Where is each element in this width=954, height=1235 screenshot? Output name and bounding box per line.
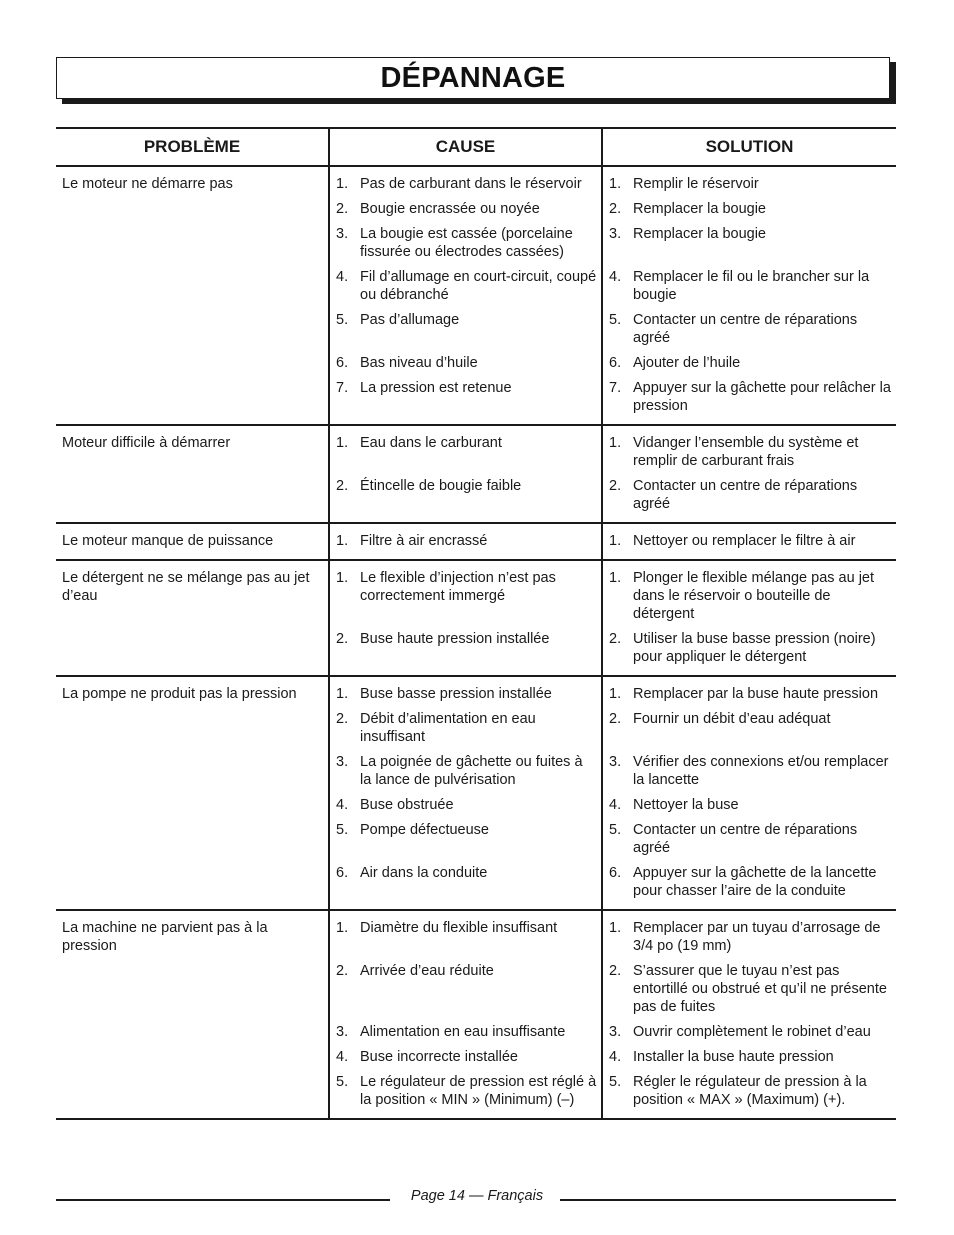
cause-text: La bougie est cassée (porcelaine fissurée ou électrodes cassées) [360,226,573,260]
list-item [609,710,892,746]
item-number: 7. [609,380,622,396]
item-number: 3. [336,226,349,242]
solution-text: Régler le régulateur de pression à la position « MAX » (Maximum) (+). [633,1074,867,1108]
list-item [336,477,597,513]
item-number: 3. [336,754,349,770]
item-number: 3. [609,754,622,770]
item-number: 1. [609,920,622,936]
troubleshooting-table [56,127,896,1120]
list-item [609,354,892,372]
solution-text: Ajouter de l’huile [633,355,741,371]
item-number: 2. [336,478,349,494]
solution-text: Contacter un centre de réparations agréé [633,822,858,856]
item-number: 3. [609,226,622,242]
list-item [336,311,597,347]
list-item [609,225,892,261]
cause-text: Buse basse pression installée [360,686,552,702]
solution-cell [602,425,896,523]
item-number: 1. [336,686,349,702]
table-row [56,425,896,523]
cause-text: Le régulateur de pression est réglé à la position « MIN » (Minimum) (–) [360,1074,597,1108]
item-number: 7. [336,380,349,396]
item-number: 1. [609,570,622,586]
item-number: 2. [609,963,622,979]
solution-cell [602,676,896,910]
cause-text: Buse incorrecte installée [360,1049,518,1065]
list-item [609,864,892,900]
item-number: 2. [336,631,349,647]
solution-text: Remplacer par la buse haute pression [633,686,879,702]
solution-list [609,569,892,666]
cause-list [336,919,597,1109]
solution-text: Remplacer la bougie [633,226,766,242]
item-number: 4. [336,269,349,285]
cause-text: Débit d’alimentation en eau insuffisant [360,711,536,745]
list-item [336,268,597,304]
solution-cell [602,560,896,676]
list-item [336,569,597,623]
list-item [336,1073,597,1109]
cause-text: Air dans la conduite [360,865,488,881]
solution-text: Ouvrir complètement le robinet d’eau [633,1024,871,1040]
item-number: 1. [336,176,349,192]
item-number: 4. [336,1049,349,1065]
list-item [336,796,597,814]
problem-cell: La pompe ne produit pas la pression [56,676,329,910]
list-item [609,1073,892,1109]
header-row [56,128,896,166]
cause-text: Eau dans le carburant [360,435,502,451]
cause-text: Bas niveau d’huile [360,355,478,371]
solution-text: Fournir un débit d’eau adéquat [633,711,831,727]
item-number: 2. [336,711,349,727]
problem-cell: Moteur difficile à démarrer [56,425,329,523]
cause-text: Pompe défectueuse [360,822,489,838]
solution-text: Contacter un centre de réparations agréé [633,478,858,512]
list-item [609,268,892,304]
cause-text: Alimentation en eau insuffisante [360,1024,566,1040]
table-row [56,560,896,676]
item-number: 2. [609,201,622,217]
cause-text: Buse obstruée [360,797,454,813]
item-number: 3. [336,1024,349,1040]
item-number: 5. [609,312,622,328]
item-number: 2. [336,201,349,217]
item-number: 1. [609,176,622,192]
table-body [56,166,896,1119]
problem-cell: Le moteur ne démarre pas [56,166,329,425]
item-number: 1. [609,533,622,549]
solution-list [609,532,892,550]
item-number: 6. [336,355,349,371]
solution-list [609,175,892,415]
cause-list [336,175,597,415]
table-row [56,523,896,560]
solution-list [609,434,892,513]
list-item [336,753,597,789]
solution-list [609,919,892,1109]
cause-list [336,434,597,513]
cause-list [336,685,597,900]
item-number: 5. [609,1074,622,1090]
list-item [609,477,892,513]
item-number: 3. [609,1024,622,1040]
list-item [336,225,597,261]
list-item [609,175,892,193]
footer-rule-right [560,1199,896,1201]
list-item [609,685,892,703]
solution-text: Appuyer sur la gâchette pour relâcher la pression [633,380,891,414]
solution-text: S’assurer que le tuyau n’est pas entortillé ou obstrué et qu’il ne présente pas de fuites [633,963,887,1015]
list-item [609,1048,892,1066]
solution-text: Nettoyer la buse [633,797,739,813]
item-number: 5. [336,1074,349,1090]
list-item [609,311,892,347]
solution-text: Remplacer par un tuyau d’arrosage de 3/4 po (19 mm) [633,920,881,954]
item-number: 1. [609,686,622,702]
problem-cell: Le détergent ne se mélange pas au jet d’eau [56,560,329,676]
list-item [609,821,892,857]
item-number: 1. [609,435,622,451]
cause-text: Fil d’allumage en court-circuit, coupé ou débranché [360,269,597,303]
problem-cell: Le moteur manque de puissance [56,523,329,560]
list-item [336,200,597,218]
item-number: 1. [336,570,349,586]
item-number: 4. [609,797,622,813]
header-problem: PROBLÈME [56,128,329,166]
solution-cell [602,166,896,425]
solution-text: Vérifier des connexions et/ou remplacer la lancette [633,754,889,788]
solution-text: Contacter un centre de réparations agréé [633,312,858,346]
item-number: 6. [609,865,622,881]
item-number: 4. [609,1049,622,1065]
item-number: 6. [609,355,622,371]
list-item [609,1023,892,1041]
list-item [609,434,892,470]
cause-list [336,569,597,666]
solution-text: Nettoyer ou remplacer le filtre à air [633,533,856,549]
list-item [336,864,597,900]
title-box [56,57,890,99]
cause-cell [329,560,602,676]
solution-text: Appuyer sur la gâchette de la lancette pour chasser l’aire de la conduite [633,865,877,899]
cause-cell [329,523,602,560]
item-number: 1. [336,435,349,451]
cause-text: La poignée de gâchette ou fuites à la lance de pulvérisation [360,754,583,788]
item-number: 1. [336,920,349,936]
list-item [609,200,892,218]
item-number: 5. [336,312,349,328]
list-item [336,710,597,746]
header-cause: CAUSE [329,128,602,166]
cause-text: Bougie encrassée ou noyée [360,201,540,217]
page-title: DÉPANNAGE [380,61,566,94]
item-number: 5. [609,822,622,838]
table-row [56,166,896,425]
cause-text: La pression est retenue [360,380,512,396]
solution-text: Utiliser la buse basse pression (noire) pour appliquer le détergent [633,631,876,665]
list-item [336,379,597,415]
cause-cell [329,676,602,910]
solution-text: Remplacer la bougie [633,201,766,217]
list-item [336,434,597,470]
list-item [336,532,597,550]
list-item [336,821,597,857]
solution-text: Vidanger l’ensemble du système et remplir de carburant frais [633,435,859,469]
item-number: 4. [336,797,349,813]
cause-cell [329,166,602,425]
list-item [609,962,892,1016]
list-item [609,796,892,814]
cause-text: Filtre à air encrassé [360,533,488,549]
solution-text: Remplacer le fil ou le brancher sur la bougie [633,269,870,303]
cause-text: Le flexible d’injection n’est pas correctement immergé [360,570,556,604]
item-number: 2. [609,478,622,494]
cause-text: Étincelle de bougie faible [360,478,522,494]
list-item [609,379,892,415]
item-number: 1. [336,533,349,549]
item-number: 6. [336,865,349,881]
list-item [336,175,597,193]
list-item [336,962,597,1016]
item-number: 2. [609,711,622,727]
solution-text: Installer la buse haute pression [633,1049,834,1065]
cause-text: Pas de carburant dans le réservoir [360,176,582,192]
item-number: 5. [336,822,349,838]
solution-text: Plonger le flexible mélange pas au jet dans le réservoir o bouteille de détergent [633,570,875,622]
problem-cell: La machine ne parvient pas à la pression [56,910,329,1119]
cause-text: Arrivée d’eau réduite [360,963,494,979]
table-row [56,910,896,1119]
list-item [609,569,892,623]
table-row [56,676,896,910]
list-item [336,685,597,703]
list-item [336,630,597,666]
list-item [336,919,597,955]
solution-cell [602,910,896,1119]
item-number: 2. [336,963,349,979]
cause-text: Pas d’allumage [360,312,460,328]
list-item [336,1023,597,1041]
item-number: 2. [609,631,622,647]
solution-cell [602,523,896,560]
cause-cell [329,910,602,1119]
list-item [609,919,892,955]
cause-text: Buse haute pression installée [360,631,550,647]
cause-cell [329,425,602,523]
page-footer: Page 14 — Français [410,1188,544,1204]
header-solution: SOLUTION [602,128,896,166]
list-item [609,532,892,550]
list-item [336,354,597,372]
item-number: 4. [609,269,622,285]
list-item [336,1048,597,1066]
list-item [609,630,892,666]
cause-text: Diamètre du flexible insuffisant [360,920,558,936]
list-item [609,753,892,789]
cause-list [336,532,597,550]
solution-list [609,685,892,900]
solution-text: Remplir le réservoir [633,176,759,192]
